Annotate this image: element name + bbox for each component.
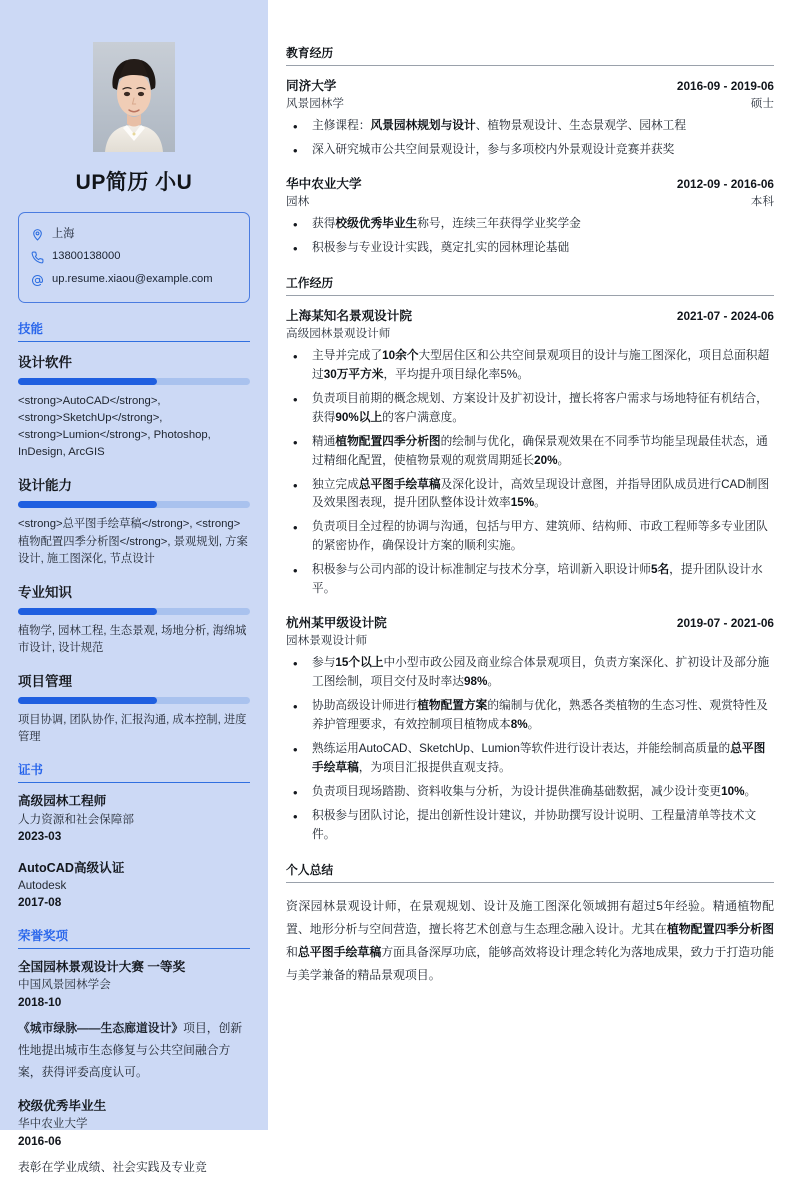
certificate-title: AutoCAD高级认证 — [18, 860, 125, 875]
certificate-date: 2023-03 — [18, 829, 62, 844]
skill-name: 项目管理 — [18, 674, 72, 690]
work-bullet: • 协助高级设计师进行植物配置方案的编制与优化，熟悉各类植物的生态习性、观赏特性及养护管理要求，有效控制项目植物成本8%。 — [286, 697, 774, 735]
award-title: 校级优秀毕业生 — [18, 1098, 107, 1113]
education-bullet: • 主修课程：风景园林规划与设计、植物景观设计、生态景观学、园林工程 — [286, 117, 774, 136]
award-title: 全国园林景观设计大赛 一等奖 — [18, 960, 186, 975]
person-name: UP简历 小U — [75, 171, 193, 194]
work-item — [286, 612, 774, 845]
skill-name: 专业知识 — [18, 584, 72, 600]
award-item — [18, 958, 250, 1084]
degree-name: 本科 — [750, 194, 774, 208]
certificate-date: 2017-08 — [18, 895, 62, 910]
job-role: 高级园林景观设计师 — [286, 326, 391, 340]
work-list — [286, 305, 774, 845]
award-item — [18, 1097, 250, 1179]
skill-item — [18, 670, 250, 746]
education-bullet: • 积极参与专业设计实践，奠定扎实的园林理论基础 — [286, 239, 774, 258]
sidebar — [0, 0, 268, 1175]
work-bullet: • 参与15个以上中小型市政公园及商业综合体景观项目，负责方案深化、扩初设计及部分施工图绘制，项目交付及时率达98%。 — [286, 654, 774, 692]
work-bullet: • 负责项目现场踏勘、资料收集与分析，为设计提供准确基础数据，减少设计变更10%。 — [286, 783, 774, 802]
skill-item — [18, 474, 250, 567]
summary-paragraph: 资深园林景观设计师，在景观规划、设计及施工图深化领域拥有超过5年经验。精通植物配置、地形分析与空间营造，擅长将艺术创意与生态理念融入设计。尤其在植物配置四季分析图和总平图手绘草稿方面具备深厚功底，能够高效将设计理念转化为落地成果，致力于打造功能与美学兼备的精品景观项目。 — [286, 898, 774, 983]
skill-bar-track — [18, 501, 250, 508]
award-note: 表彰在学业成绩、社会实践及专业竞 — [18, 1160, 207, 1175]
skill-description: 项目协调, 团队协作, 汇报沟通, 成本控制, 进度管理 — [18, 714, 247, 744]
certificate-issuer: 人力资源和社会保障部 — [18, 812, 134, 826]
job-role: 园林景观设计师 — [286, 634, 368, 648]
skill-bar-fill — [18, 501, 157, 508]
section-summary — [286, 861, 774, 988]
certificate-title: 高级园林工程师 — [18, 794, 107, 809]
education-header — [286, 173, 774, 192]
education-bullets — [286, 215, 774, 258]
sidebar-section-title-skills: 技能 — [18, 319, 250, 342]
skill-bar-fill — [18, 608, 157, 615]
company-name: 上海某知名景观设计院 — [286, 308, 412, 323]
award-note: 《城市绿脉——生态廊道设计》项目，创新性地提出城市生态修复与公共空间融合方案，获得评委高度认可。 — [18, 1021, 243, 1080]
school-name: 同济大学 — [286, 79, 337, 93]
skill-bar-fill — [18, 697, 157, 704]
education-bullets — [286, 117, 774, 160]
work-period: 2021-07 - 2024-06 — [676, 308, 774, 323]
education-list — [286, 75, 774, 258]
skill-item — [18, 581, 250, 657]
contact-location-text: 上海 — [52, 227, 75, 240]
sidebar-section-title-awards: 荣誉奖项 — [18, 926, 250, 949]
avatar — [18, 42, 250, 152]
section-title-summary: 个人总结 — [286, 861, 774, 883]
skill-name: 设计软件 — [18, 354, 72, 370]
education-bullet: • 获得校级优秀毕业生称号，连续三年获得学业奖学金 — [286, 215, 774, 234]
work-bullet: • 积极参与团队讨论，提出创新性设计建议，并协助撰写设计说明、工程量清单等技术文件。 — [286, 807, 774, 845]
work-period: 2019-07 - 2021-06 — [676, 616, 774, 631]
work-item — [286, 305, 774, 599]
certificate-issuer: Autodesk — [18, 879, 67, 893]
skill-description: <strong>总平图手绘草稿</strong>, <strong>植物配置四季分析图</strong>, 景观规划, 方案设计, 施工图深化, 节点设计 — [18, 518, 248, 565]
work-bullet: • 积极参与公司内部的设计标准制定与技术分享，培训新入职设计师5名，提升团队设计水平。 — [286, 561, 774, 599]
phone-icon — [30, 250, 44, 264]
work-header — [286, 305, 774, 324]
major-name: 风景园林学 — [286, 97, 344, 110]
portrait-photo — [93, 42, 175, 152]
skill-name: 设计能力 — [18, 478, 72, 494]
contact-email[interactable] — [30, 269, 238, 292]
education-period: 2016-09 - 2019-06 — [676, 79, 774, 93]
work-bullet: • 负责项目前期的概念规划、方案设计及扩初设计，擅长将客户需求与场地特征有机结合，获得90%以上的客户满意度。 — [286, 390, 774, 428]
at-email-icon — [30, 273, 44, 287]
education-subheader — [286, 95, 774, 111]
skills-list — [18, 351, 250, 747]
work-bullets — [286, 347, 774, 599]
section-title-education: 教育经历 — [286, 44, 774, 66]
skill-bar-track — [18, 697, 250, 704]
section-title-work: 工作经历 — [286, 274, 774, 296]
skill-bar-track — [18, 378, 250, 385]
contact-location[interactable] — [30, 223, 238, 246]
contact-phone[interactable] — [30, 246, 238, 269]
section-work — [286, 274, 774, 845]
work-bullet: • 负责项目全过程的协调与沟通，包括与甲方、建筑师、结构师、市政工程师等多专业团队的紧密协作，确保设计方案的顺利实施。 — [286, 518, 774, 556]
education-period: 2012-09 - 2016-06 — [676, 176, 774, 191]
certificate-item — [18, 859, 250, 912]
skill-bar-fill — [18, 378, 157, 385]
main-column — [268, 0, 800, 1130]
work-bullet: • 熟练运用AutoCAD、SketchUp、Lumion等软件进行设计表达，并能绘制高质量的总平图手绘草稿，为项目汇报提供直观支持。 — [286, 740, 774, 778]
education-item — [286, 173, 774, 258]
skill-item — [18, 351, 250, 462]
education-subheader — [286, 193, 774, 209]
school-name: 华中农业大学 — [286, 176, 362, 191]
certificates-list — [18, 792, 250, 912]
work-subheader — [286, 325, 774, 341]
certificate-item — [18, 792, 250, 845]
education-header — [286, 75, 774, 94]
section-education — [286, 44, 774, 258]
sidebar-section-title-certificates: 证书 — [18, 760, 250, 783]
skill-description: 植物学, 园林工程, 生态景观, 场地分析, 海绵城市设计, 设计规范 — [18, 624, 247, 655]
award-date: 2018-10 — [18, 994, 62, 1009]
award-date: 2016-06 — [18, 1133, 62, 1148]
education-item — [286, 75, 774, 160]
award-issuer: 华中农业大学 — [18, 1117, 88, 1131]
degree-name: 硕士 — [750, 97, 774, 110]
location-pin-icon — [30, 227, 44, 241]
company-name: 杭州某甲级设计院 — [286, 616, 387, 631]
education-bullet: • 深入研究城市公共空间景观设计，参与多项校内外景观设计竞赛并获奖 — [286, 141, 774, 160]
contact-phone-text: 13800138000 — [52, 250, 121, 263]
major-name: 园林 — [286, 194, 310, 208]
contact-card — [18, 212, 250, 303]
awards-list — [18, 958, 250, 1179]
work-bullets — [286, 654, 774, 845]
work-bullet: • 独立完成总平图手绘草稿及深化设计，高效呈现设计意图，并指导团队成员进行CAD制图及效果图表现，提升团队整体设计效率15%。 — [286, 476, 774, 514]
work-header — [286, 612, 774, 631]
contact-email-text: up.resume.xiaou@example.com — [52, 273, 213, 286]
award-issuer: 中国风景园林学会 — [18, 978, 111, 992]
skill-bar-track — [18, 608, 250, 615]
work-bullet: • 精通植物配置四季分析图的绘制与优化，确保景观效果在不同季节均能呈现最佳状态，通过精细化配置，使植物景观的观赏周期延长20%。 — [286, 433, 774, 471]
skill-description: <strong>AutoCAD</strong>, <strong>SketchUp</strong>, <strong>Lumion</strong>, Photoshop, InDesign, ArcGIS — [18, 394, 211, 459]
work-subheader — [286, 632, 774, 648]
work-bullet: • 主导并完成了10余个大型居住区和公共空间景观项目的设计与施工图深化，项目总面积超过30万平方米，平均提升项目绿化率5%。 — [286, 347, 774, 385]
